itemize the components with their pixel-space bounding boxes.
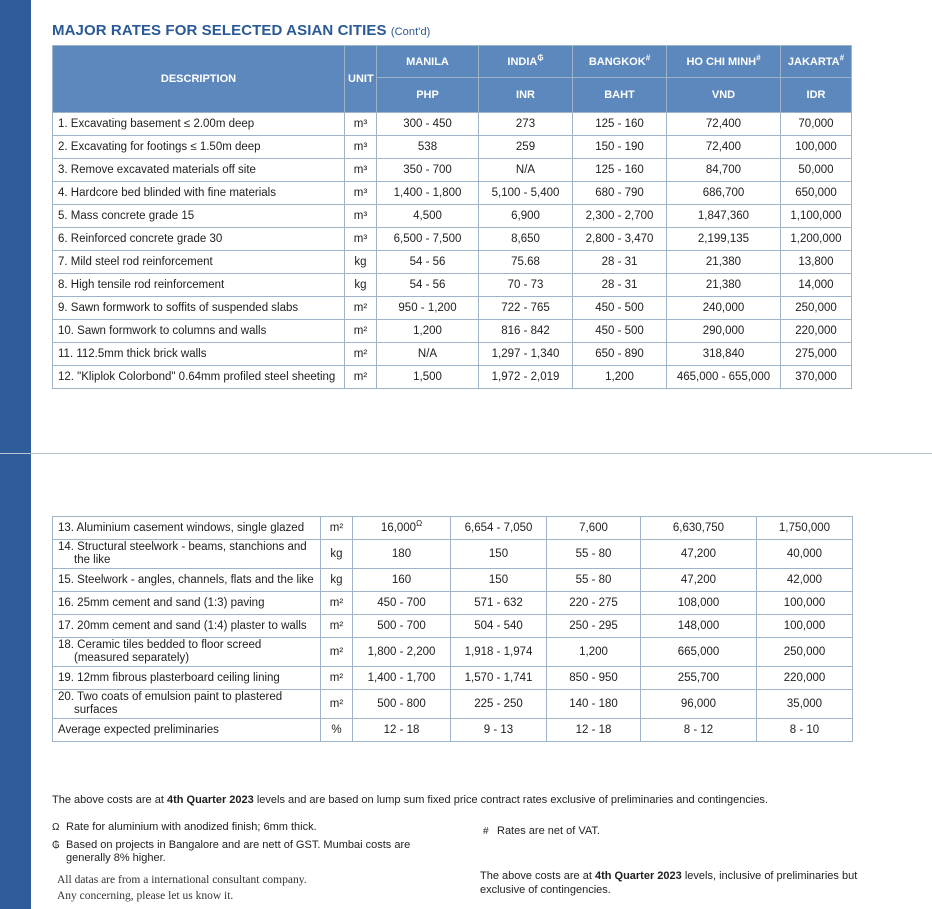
rate-cell: 290,000 (667, 320, 781, 343)
row-description-line-1: 18. Ceramic tiles bedded to floor screed (58, 639, 262, 651)
rate-cell (547, 569, 641, 592)
rate-cell (353, 569, 451, 592)
rate-value: 47,200 (680, 574, 717, 586)
source-note-1: All datas are from a international consultant company. (57, 874, 307, 886)
header-city: INDIA₲ (479, 46, 573, 78)
rate-value: 160 (391, 574, 412, 586)
row-description (53, 540, 321, 569)
rates-table-2 (52, 516, 853, 742)
row-description: 9. Sawn formwork to soffits of suspended slabs (53, 297, 345, 320)
row-description-line-2: the like (74, 554, 111, 566)
rate-cell: N/A (377, 343, 479, 366)
rate-cell: 250,000 (781, 297, 852, 320)
rate-cell (547, 592, 641, 615)
rate-cell: 370,000 (781, 366, 852, 389)
rate-cell: 150 - 190 (573, 136, 667, 159)
rate-cell: 318,840 (667, 343, 781, 366)
rate-cell: 220,000 (781, 320, 852, 343)
rate-cell: 450 - 500 (573, 320, 667, 343)
rate-value: 148,000 (677, 620, 720, 632)
rates-table-1 (52, 45, 852, 389)
row-unit: m² (345, 320, 377, 343)
rate-cell: 816 - 842 (479, 320, 573, 343)
header-unit: UNIT (345, 46, 377, 113)
rate-cell (353, 615, 451, 638)
rate-cell (641, 615, 757, 638)
rate-value: 250 - 295 (569, 620, 618, 632)
table-row (53, 297, 852, 320)
row-description: Average expected preliminaries (53, 719, 321, 742)
header-city: BANGKOK# (573, 46, 667, 78)
table-row (53, 113, 852, 136)
rate-value: 1,570 - 1,741 (464, 672, 533, 684)
rate-value: 6,630,750 (672, 522, 725, 534)
rate-cell: 1,200 (573, 366, 667, 389)
rate-value: 12 - 18 (575, 724, 612, 736)
rate-cell: 465,000 - 655,000 (667, 366, 781, 389)
rate-cell: 1,297 - 1,340 (479, 343, 573, 366)
row-description: 13. Aluminium casement windows, single glazed (53, 517, 321, 540)
rate-value: 55 - 80 (575, 548, 612, 560)
rate-cell: 1,400 - 1,800 (377, 182, 479, 205)
rate-cell: 21,380 (667, 251, 781, 274)
rate-cell: 350 - 700 (377, 159, 479, 182)
row-unit: m² (345, 343, 377, 366)
rate-cell: 100,000 (781, 136, 852, 159)
rate-cell: 50,000 (781, 159, 852, 182)
row-description: 10. Sawn formwork to columns and walls (53, 320, 345, 343)
vat-footnote: # Rates are net of VAT. (483, 825, 600, 837)
rate-value: 450 - 700 (377, 597, 426, 609)
rate-cell (547, 690, 641, 719)
rate-cell (547, 667, 641, 690)
rate-value: 500 - 700 (377, 620, 426, 632)
aluminium-footnote: Ω Rate for aluminium with anodized finish; 6mm thick. (52, 821, 317, 833)
rate-cell: 300 - 450 (377, 113, 479, 136)
rate-cell: 75.68 (479, 251, 573, 274)
header-city: HO CHI MINH# (667, 46, 781, 78)
row-description: 16. 25mm cement and sand (1:3) paving (53, 592, 321, 615)
row-unit: kg (321, 540, 353, 569)
row-unit: m³ (345, 159, 377, 182)
row-description-line-2: (measured separately) (74, 652, 190, 664)
header-description: DESCRIPTION (53, 46, 345, 113)
rate-cell: 650,000 (781, 182, 852, 205)
row-description (53, 638, 321, 667)
rate-cell (547, 719, 641, 742)
table-row (53, 592, 853, 615)
row-unit: m² (321, 592, 353, 615)
rate-cell (641, 638, 757, 667)
rate-cell: 54 - 56 (377, 251, 479, 274)
row-unit: m³ (345, 136, 377, 159)
rate-cell (451, 667, 547, 690)
rates-table-2-body (53, 517, 853, 742)
rate-cell (641, 719, 757, 742)
row-unit: m³ (345, 205, 377, 228)
rate-value: 55 - 80 (575, 574, 612, 586)
rate-cell: 13,800 (781, 251, 852, 274)
row-description-line-2: surfaces (74, 704, 118, 716)
rate-cell (757, 569, 853, 592)
rate-cell: 54 - 56 (377, 274, 479, 297)
page-title-suffix: (Cont'd) (390, 26, 431, 38)
rate-cell (451, 615, 547, 638)
rate-value: 225 - 250 (474, 698, 523, 710)
rate-cell: 1,200 (377, 320, 479, 343)
rate-cell (451, 540, 547, 569)
row-unit: kg (345, 274, 377, 297)
row-description: 19. 12mm fibrous plasterboard ceiling lining (53, 667, 321, 690)
table-row (53, 182, 852, 205)
row-unit: m² (345, 366, 377, 389)
rate-cell: 538 (377, 136, 479, 159)
row-description: 1. Excavating basement ≤ 2.00m deep (53, 113, 345, 136)
rate-cell (451, 719, 547, 742)
rate-cell (451, 592, 547, 615)
preliminaries-note: The above costs are at 4th Quarter 2023 levels, inclusive of preliminaries but exclusive of contingencies. (480, 870, 858, 896)
rate-cell (353, 517, 451, 540)
rate-value: 1,400 - 1,700 (367, 672, 436, 684)
rate-cell (451, 690, 547, 719)
rate-cell: 6,500 - 7,500 (377, 228, 479, 251)
row-description: 8. High tensile rod reinforcement (53, 274, 345, 297)
rate-value: 220,000 (783, 672, 826, 684)
rate-cell (451, 569, 547, 592)
rate-cell (641, 667, 757, 690)
rate-cell (757, 517, 853, 540)
row-unit: kg (321, 569, 353, 592)
table-row (53, 569, 853, 592)
rate-value: 150 (488, 574, 509, 586)
rate-cell: 273 (479, 113, 573, 136)
row-description: 11. 112.5mm thick brick walls (53, 343, 345, 366)
rate-cell: 8,650 (479, 228, 573, 251)
table-row (53, 719, 853, 742)
rate-cell (353, 592, 451, 615)
header-currency: VND (667, 78, 781, 113)
rate-cell: 6,900 (479, 205, 573, 228)
row-description (53, 690, 321, 719)
table-row (53, 205, 852, 228)
table-row (53, 690, 853, 719)
rate-cell: 72,400 (667, 136, 781, 159)
rate-cell: 2,199,135 (667, 228, 781, 251)
rate-cell: 240,000 (667, 297, 781, 320)
header-currency: INR (479, 78, 573, 113)
rate-cell (547, 540, 641, 569)
rate-cell: 1,972 - 2,019 (479, 366, 573, 389)
rate-value: 108,000 (677, 597, 720, 609)
table-row (53, 343, 852, 366)
rate-cell: 4,500 (377, 205, 479, 228)
table-row (53, 251, 852, 274)
rate-cell: 72,400 (667, 113, 781, 136)
source-note-2: Any concerning, please let us know it. (57, 890, 234, 902)
header-currency: BAHT (573, 78, 667, 113)
costs-note: The above costs are at 4th Quarter 2023 levels and are based on lump sum fixed price contract rates exclusive of preliminaries and contingencies. (52, 794, 768, 806)
rate-value: 8 - 12 (683, 724, 714, 736)
rate-value: 504 - 540 (474, 620, 523, 632)
rate-value: 1,750,000 (778, 522, 831, 534)
rate-cell (547, 517, 641, 540)
row-unit: m³ (345, 182, 377, 205)
table-row (53, 136, 852, 159)
rates-table-1-body (53, 113, 852, 389)
rate-cell (641, 592, 757, 615)
table-row (53, 638, 853, 667)
row-unit: m² (321, 638, 353, 667)
rate-value: 96,000 (680, 698, 717, 710)
rate-cell: 680 - 790 (573, 182, 667, 205)
rate-cell: 1,847,360 (667, 205, 781, 228)
header-currency: IDR (781, 78, 852, 113)
rate-cell (757, 540, 853, 569)
section-divider (0, 453, 932, 454)
rate-cell (641, 569, 757, 592)
rate-cell (547, 638, 641, 667)
rate-value: 16,000 (380, 522, 417, 534)
rate-value: 40,000 (786, 548, 823, 560)
rate-cell (353, 638, 451, 667)
rate-cell (353, 719, 451, 742)
page-title-text: MAJOR RATES FOR SELECTED ASIAN CITIES (52, 22, 387, 39)
table-row (53, 366, 852, 389)
rate-value: 1,918 - 1,974 (464, 646, 533, 658)
rate-value: 100,000 (783, 597, 826, 609)
left-sidebar-bar (0, 0, 31, 909)
table-row (53, 517, 853, 540)
row-description: 4. Hardcore bed blinded with fine materials (53, 182, 345, 205)
rate-value: 12 - 18 (383, 724, 420, 736)
rate-cell: 950 - 1,200 (377, 297, 479, 320)
rate-value: 8 - 10 (789, 724, 820, 736)
rate-cell (757, 690, 853, 719)
rate-cell (757, 638, 853, 667)
row-unit: m² (321, 667, 353, 690)
row-unit: m² (321, 615, 353, 638)
rate-cell: 1,200,000 (781, 228, 852, 251)
omega-mark-icon: Ω (416, 519, 423, 529)
row-description: 3. Remove excavated materials off site (53, 159, 345, 182)
row-unit: m³ (345, 113, 377, 136)
india-footnote: ₲ Based on projects in Bangalore and are nett of GST. Mumbai costs are generally 8% higher. (52, 839, 411, 864)
rate-cell (451, 638, 547, 667)
row-description: 7. Mild steel rod reinforcement (53, 251, 345, 274)
header-city: JAKARTA# (781, 46, 852, 78)
india-mark-icon: ₲ (52, 840, 60, 851)
rate-value: 255,700 (677, 672, 720, 684)
row-description: 12. "Kliplok Colorbond" 0.64mm profiled steel sheeting (53, 366, 345, 389)
rate-cell (451, 517, 547, 540)
rate-value: 140 - 180 (569, 698, 618, 710)
rate-cell (757, 592, 853, 615)
row-unit: m³ (345, 228, 377, 251)
row-description: 15. Steelwork - angles, channels, flats and the like (53, 569, 321, 592)
rate-value: 7,600 (579, 522, 608, 534)
rate-value: 150 (488, 548, 509, 560)
row-description: 2. Excavating for footings ≤ 1.50m deep (53, 136, 345, 159)
rate-cell: 70,000 (781, 113, 852, 136)
rate-cell (641, 517, 757, 540)
table-row (53, 615, 853, 638)
rate-value: 42,000 (786, 574, 823, 586)
rate-cell: 28 - 31 (573, 251, 667, 274)
rate-value: 100,000 (783, 620, 826, 632)
row-unit: m² (345, 297, 377, 320)
table-row (53, 228, 852, 251)
rate-value: 9 - 13 (483, 724, 514, 736)
rate-cell: 450 - 500 (573, 297, 667, 320)
row-unit: m² (321, 690, 353, 719)
rate-cell (353, 540, 451, 569)
rate-value: 665,000 (677, 646, 720, 658)
rate-cell: 14,000 (781, 274, 852, 297)
rate-cell: 5,100 - 5,400 (479, 182, 573, 205)
rate-cell: 28 - 31 (573, 274, 667, 297)
rate-cell: 259 (479, 136, 573, 159)
rate-cell (353, 667, 451, 690)
rate-cell (641, 540, 757, 569)
rate-cell: 1,100,000 (781, 205, 852, 228)
rate-cell (757, 615, 853, 638)
rate-cell: 275,000 (781, 343, 852, 366)
rate-cell: 84,700 (667, 159, 781, 182)
rate-value: 500 - 800 (377, 698, 426, 710)
rate-cell (353, 690, 451, 719)
table-row (53, 667, 853, 690)
rate-value: 250,000 (783, 646, 826, 658)
header-currency: PHP (377, 78, 479, 113)
rate-cell: 722 - 765 (479, 297, 573, 320)
omega-icon: Ω (52, 822, 60, 833)
rate-cell: N/A (479, 159, 573, 182)
row-description: 17. 20mm cement and sand (1:4) plaster to walls (53, 615, 321, 638)
rate-value: 180 (391, 548, 412, 560)
rate-value: 850 - 950 (569, 672, 618, 684)
rate-value: 35,000 (786, 698, 823, 710)
table-row (53, 274, 852, 297)
row-description: 6. Reinforced concrete grade 30 (53, 228, 345, 251)
table-row (53, 540, 853, 569)
table-row (53, 320, 852, 343)
rate-cell: 2,800 - 3,470 (573, 228, 667, 251)
rate-cell (641, 690, 757, 719)
row-unit: m² (321, 517, 353, 540)
row-description-line-1: 14. Structural steelwork - beams, stanchions and (58, 541, 307, 553)
table-row (53, 159, 852, 182)
rate-value: 47,200 (680, 548, 717, 560)
row-description-line-1: 20. Two coats of emulsion paint to plastered (58, 691, 283, 703)
rate-cell (757, 667, 853, 690)
rate-cell: 1,500 (377, 366, 479, 389)
rate-cell: 686,700 (667, 182, 781, 205)
header-city: MANILA (377, 46, 479, 78)
rate-value: 6,654 - 7,050 (464, 522, 533, 534)
rate-value: 1,800 - 2,200 (367, 646, 436, 658)
rate-value: 571 - 632 (474, 597, 523, 609)
rate-cell (547, 615, 641, 638)
rate-value: 1,200 (579, 646, 608, 658)
rate-cell: 70 - 73 (479, 274, 573, 297)
page-title (52, 22, 430, 39)
rate-value: 220 - 275 (569, 597, 618, 609)
row-unit: % (321, 719, 353, 742)
hash-icon: # (483, 826, 489, 837)
rate-cell: 125 - 160 (573, 113, 667, 136)
rate-cell: 650 - 890 (573, 343, 667, 366)
rate-cell: 125 - 160 (573, 159, 667, 182)
row-description: 5. Mass concrete grade 15 (53, 205, 345, 228)
rate-cell: 21,380 (667, 274, 781, 297)
row-unit: kg (345, 251, 377, 274)
rate-cell: 2,300 - 2,700 (573, 205, 667, 228)
rate-cell (757, 719, 853, 742)
